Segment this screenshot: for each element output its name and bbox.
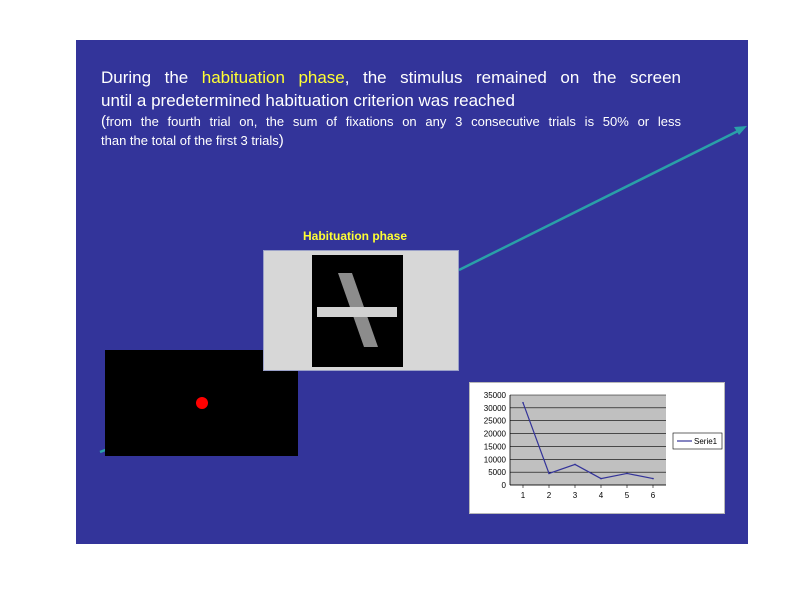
x-tick-label: 5 (624, 491, 630, 500)
data-point (652, 478, 654, 480)
arrow-line-upper (459, 130, 740, 270)
y-tick-label: 5000 (488, 468, 506, 478)
stimulus-screen (263, 250, 459, 371)
data-point (626, 473, 628, 475)
open-paren: ( (101, 113, 106, 130)
criterion-text-2: than the total of the first 3 trials (101, 133, 279, 148)
data-point (600, 478, 602, 480)
fixation-dot (196, 397, 208, 409)
stimulus-horizontal-bar (317, 307, 397, 317)
close-paren: ) (278, 132, 284, 149)
criterion-text-1: from the fourth trial on, the sum of fixations on any 3 consecutive trials is 50% or less (106, 114, 681, 129)
title-part-1: During the (101, 68, 202, 87)
data-point (522, 402, 524, 404)
habituation-chart (469, 382, 725, 514)
data-point (574, 464, 576, 466)
data-point (548, 473, 550, 475)
x-tick-label: 3 (572, 491, 578, 500)
arrow-head (734, 126, 747, 135)
stimulus-panel (312, 255, 403, 367)
x-tick-label: 4 (598, 491, 604, 500)
y-tick-label: 25000 (483, 416, 506, 426)
phase-label: Habituation phase (303, 229, 408, 243)
y-tick-label: 10000 (483, 455, 506, 465)
y-tick-label: 15000 (483, 442, 506, 452)
title-part-2: , the stimulus remained on the screen (344, 68, 681, 87)
x-tick-label: 1 (520, 491, 526, 500)
title-line-2: until a predetermined habituation criterion was reached (101, 91, 515, 110)
legend-label: Serie1 (694, 437, 718, 446)
chart-canvas (470, 383, 726, 515)
y-tick-label: 0 (501, 481, 506, 490)
x-tick-label: 6 (650, 491, 656, 500)
title-highlight: habituation phase (201, 68, 345, 87)
y-tick-label: 35000 (483, 391, 506, 400)
slide (76, 40, 748, 544)
y-tick-label: 20000 (483, 429, 506, 439)
y-tick-label: 30000 (483, 403, 506, 413)
stimulus-figure (312, 255, 403, 367)
x-tick-label: 2 (546, 491, 552, 500)
